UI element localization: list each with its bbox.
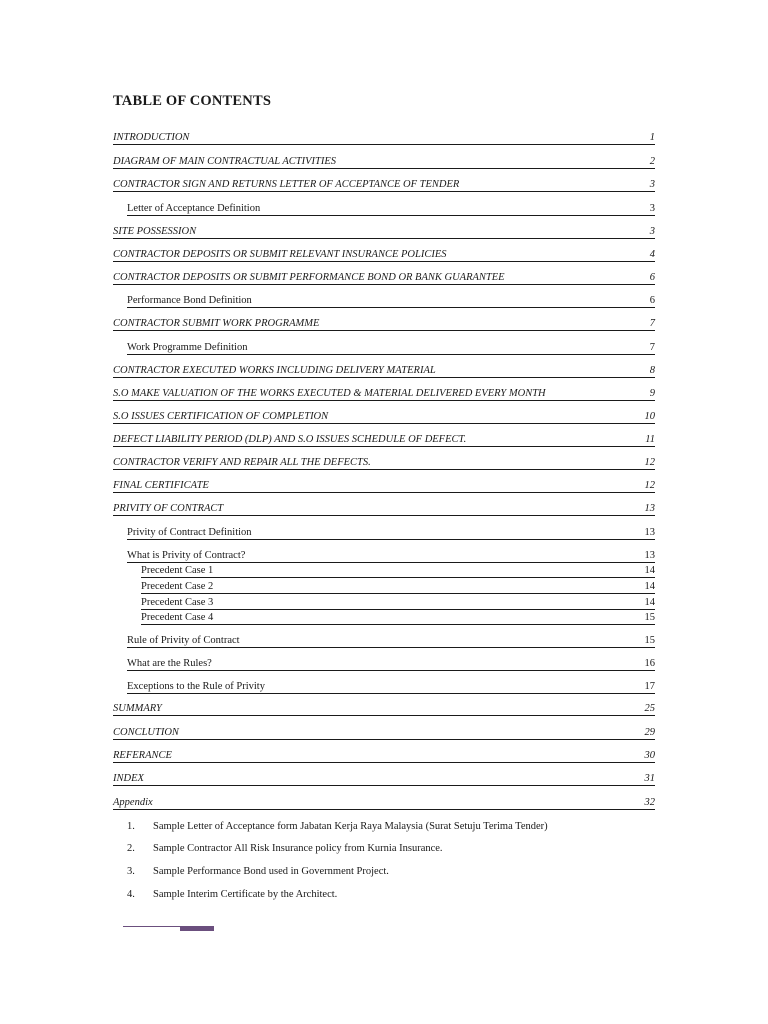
- toc-entry-label: Letter of Acceptance Definition: [127, 203, 261, 214]
- toc-entry[interactable]: [127, 202, 655, 216]
- toc-entry-page: 7: [649, 318, 655, 329]
- toc-entry[interactable]: [113, 317, 655, 331]
- appendix-item: [127, 866, 389, 878]
- toc-entry-page: 13: [644, 550, 655, 561]
- appendix-item-text: Sample Letter of Acceptance form Jabatan Kerja Raya Malaysia (Surat Setuju Terima Tender): [153, 821, 548, 832]
- toc-entry-label: PRIVITY OF CONTRACT: [113, 503, 224, 514]
- toc-entry[interactable]: [127, 680, 655, 694]
- toc-entry[interactable]: [127, 526, 655, 540]
- toc-entry[interactable]: [141, 564, 655, 578]
- appendix-item-text: Sample Contractor All Risk Insurance policy from Kurnia Insurance.: [153, 843, 443, 854]
- toc-entry-page: 12: [644, 480, 655, 491]
- toc-entry-page: 15: [644, 635, 655, 646]
- toc-entry[interactable]: [141, 611, 655, 625]
- toc-entry[interactable]: [113, 479, 655, 493]
- toc-entry[interactable]: [141, 596, 655, 610]
- appendix-item-number: 3.: [127, 866, 135, 877]
- toc-entry-label: Rule of Privity of Contract: [127, 635, 240, 646]
- toc-title: TABLE OF CONTENTS: [113, 93, 272, 109]
- toc-entry-page: 3: [649, 179, 655, 190]
- toc-entry[interactable]: [127, 634, 655, 648]
- toc-entry-label: INTRODUCTION: [113, 132, 190, 143]
- toc-entry-page: 14: [644, 581, 655, 592]
- toc-entry-label: Precedent Case 2: [141, 581, 214, 592]
- toc-entry[interactable]: [113, 155, 655, 169]
- appendix-item: [127, 821, 548, 833]
- toc-entry-label: CONTRACTOR EXECUTED WORKS INCLUDING DELIVERY MATERIAL: [113, 365, 436, 376]
- toc-entry[interactable]: [113, 248, 655, 262]
- toc-entry-label: CONTRACTOR SUBMIT WORK PROGRAMME: [113, 318, 320, 329]
- toc-entry[interactable]: [127, 549, 655, 563]
- toc-entry-page: 17: [644, 681, 655, 692]
- appendix-item-number: 2.: [127, 843, 135, 854]
- toc-entry-page: 1: [649, 132, 655, 143]
- toc-entry[interactable]: [113, 433, 655, 447]
- toc-entry-label: What is Privity of Contract?: [127, 550, 246, 561]
- toc-entry[interactable]: [113, 271, 655, 285]
- toc-entry[interactable]: [113, 410, 655, 424]
- toc-entry[interactable]: [127, 657, 655, 671]
- toc-entry[interactable]: [113, 749, 655, 763]
- toc-entry[interactable]: [113, 796, 655, 810]
- toc-entry-page: 11: [645, 434, 655, 445]
- toc-entry-page: 13: [644, 503, 655, 514]
- toc-entry-label: CONTRACTOR SIGN AND RETURNS LETTER OF ACCEPTANCE OF TENDER: [113, 179, 460, 190]
- toc-entry[interactable]: [113, 702, 655, 716]
- toc-entry-label: Precedent Case 3: [141, 597, 214, 608]
- toc-entry-page: 3: [649, 203, 655, 214]
- toc-entry-label: CONCLUTION: [113, 727, 179, 738]
- toc-entry-page: 4: [649, 249, 655, 260]
- toc-entry-page: 13: [644, 527, 655, 538]
- toc-entry-page: 14: [644, 597, 655, 608]
- toc-entry-label: Privity of Contract Definition: [127, 527, 252, 538]
- toc-entry[interactable]: [141, 580, 655, 594]
- toc-entry-label: CONTRACTOR DEPOSITS OR SUBMIT PERFORMANCE BOND OR BANK GUARANTEE: [113, 272, 505, 283]
- toc-entry[interactable]: [113, 387, 655, 401]
- toc-entry-label: FINAL CERTIFICATE: [113, 480, 209, 491]
- toc-entry-label: Exceptions to the Rule of Privity: [127, 681, 265, 692]
- toc-entry-page: 29: [644, 727, 655, 738]
- appendix-item-text: Sample Performance Bond used in Government Project.: [153, 866, 389, 877]
- toc-entry-label: SUMMARY: [113, 703, 162, 714]
- toc-entry-label: Work Programme Definition: [127, 342, 248, 353]
- toc-entry-label: Performance Bond Definition: [127, 295, 252, 306]
- toc-entry-label: What are the Rules?: [127, 658, 212, 669]
- toc-entry-page: 31: [644, 773, 655, 784]
- footer-rule: [123, 926, 180, 927]
- toc-entry-page: 7: [649, 342, 655, 353]
- toc-entry-label: Precedent Case 4: [141, 612, 214, 623]
- toc-entry-page: 16: [644, 658, 655, 669]
- appendix-item: [127, 889, 337, 901]
- appendix-item-number: 4.: [127, 889, 135, 900]
- toc-entry-page: 12: [644, 457, 655, 468]
- toc-entry-label: DEFECT LIABILITY PERIOD (DLP) AND S.O ISSUES SCHEDULE OF DEFECT.: [113, 434, 467, 445]
- toc-entry-page: 9: [649, 388, 655, 399]
- toc-entry-label: DIAGRAM OF MAIN CONTRACTUAL ACTIVITIES: [113, 156, 337, 167]
- toc-entry-label: SITE POSSESSION: [113, 226, 197, 237]
- toc-entry-label: Appendix: [113, 797, 153, 808]
- toc-entry-page: 25: [644, 703, 655, 714]
- toc-entry[interactable]: [113, 131, 655, 145]
- toc-entry-page: 6: [649, 272, 655, 283]
- toc-entry-page: 2: [649, 156, 655, 167]
- toc-entry-page: 30: [644, 750, 655, 761]
- footer-accent-block: [180, 926, 214, 931]
- toc-entry[interactable]: [113, 456, 655, 470]
- toc-entry-label: CONTRACTOR DEPOSITS OR SUBMIT RELEVANT INSURANCE POLICIES: [113, 249, 447, 260]
- toc-entry-page: 10: [644, 411, 655, 422]
- appendix-item-number: 1.: [127, 821, 135, 832]
- toc-entry[interactable]: [113, 772, 655, 786]
- toc-entry[interactable]: [113, 225, 655, 239]
- toc-entry[interactable]: [113, 726, 655, 740]
- toc-entry[interactable]: [113, 502, 655, 516]
- toc-entry[interactable]: [127, 341, 655, 355]
- toc-entry-page: 8: [649, 365, 655, 376]
- toc-entry-page: 6: [649, 295, 655, 306]
- toc-entry[interactable]: [127, 294, 655, 308]
- toc-entry-label: Precedent Case 1: [141, 565, 214, 576]
- appendix-item-text: Sample Interim Certificate by the Architect.: [153, 889, 338, 900]
- toc-entry-label: CONTRACTOR VERIFY AND REPAIR ALL THE DEFECTS.: [113, 457, 371, 468]
- appendix-item: [127, 843, 443, 855]
- toc-entry-label: S.O ISSUES CERTIFICATION OF COMPLETION: [113, 411, 329, 422]
- toc-entry-label: REFERANCE: [113, 750, 172, 761]
- toc-entry-page: 14: [644, 565, 655, 576]
- toc-entry-label: INDEX: [113, 773, 144, 784]
- toc-entry-page: 32: [644, 797, 655, 808]
- toc-entry-label: S.O MAKE VALUATION OF THE WORKS EXECUTED & MATERIAL DELIVERED EVERY MONTH: [113, 388, 546, 399]
- toc-entry[interactable]: [113, 364, 655, 378]
- toc-entry-page: 15: [644, 612, 655, 623]
- toc-entry[interactable]: [113, 178, 655, 192]
- toc-entry-page: 3: [649, 226, 655, 237]
